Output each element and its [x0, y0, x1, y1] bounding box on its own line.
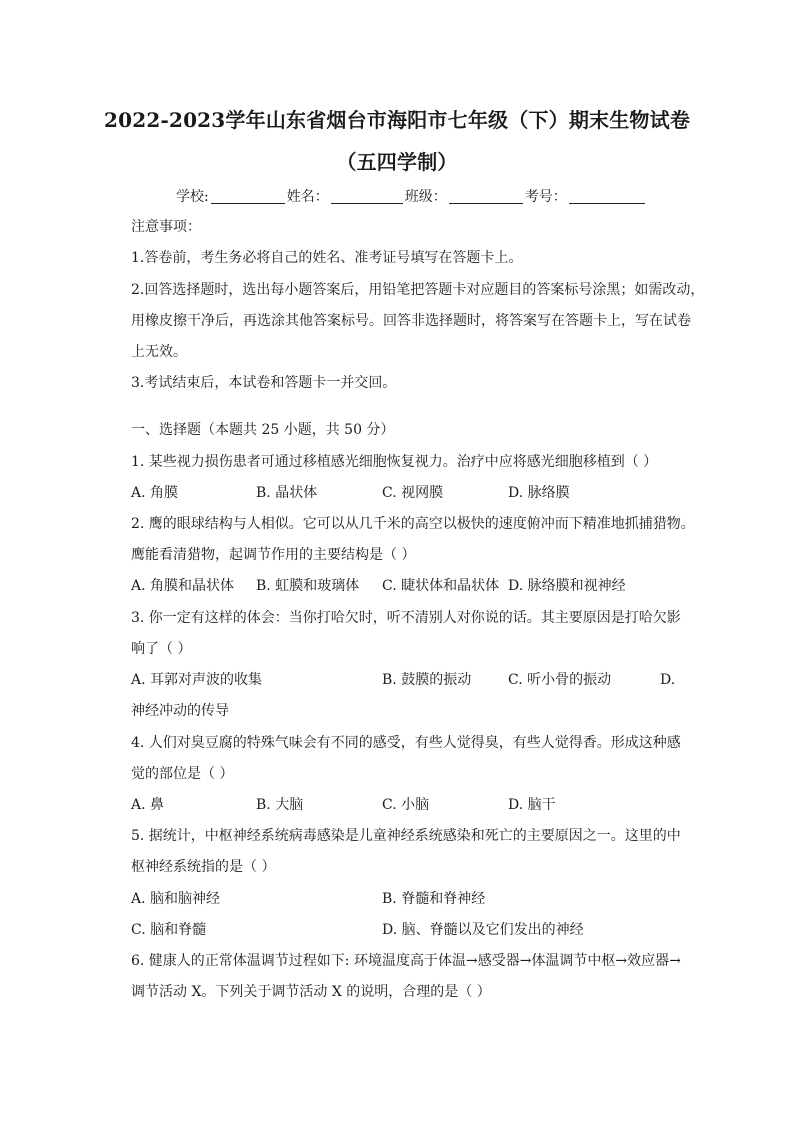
- exam-number-label: 考号：: [524, 189, 567, 205]
- question-3-options: [131, 670, 691, 690]
- notice-item-2-line-1: 2.回答选择题时，选出每小题答案后，用铅笔把答题卡对应题目的答案标号涂黑；如需改动，: [131, 282, 705, 298]
- option-a[interactable]: A. 角膜和晶状体: [131, 578, 235, 594]
- option-d[interactable]: D. 脑干: [508, 797, 556, 813]
- exam-subtitle: （五四学制）: [336, 150, 458, 174]
- option-b[interactable]: B. 虹膜和玻璃体: [256, 578, 360, 594]
- section-heading: 一、选择题（本题共 25 小题，共 50 分）: [131, 422, 395, 438]
- class-blank: [449, 189, 523, 204]
- question-4-options: [131, 795, 691, 815]
- question-3-stem-line-2: 响了（ ）: [131, 641, 192, 657]
- option-d[interactable]: D. 脑、脊髓以及它们发出的神经: [382, 922, 584, 938]
- option-c[interactable]: C. 脑和脊髓: [131, 922, 207, 938]
- option-c[interactable]: C. 睫状体和晶状体: [382, 578, 500, 594]
- school-blank: [211, 189, 285, 204]
- notice-heading: 注意事项：: [131, 219, 201, 235]
- question-3-stem-line-1: 3. 你一定有这样的体会：当你打哈欠时，听不清别人对你说的话。其主要原因是打哈欠影: [131, 610, 681, 626]
- question-6-stem-line-1: 6. 健康人的正常体温调节过程如下: 环境温度高于体温→感受器→体温调节中枢→效应器→: [131, 953, 681, 969]
- question-6-stem-line-2: 调节活动 X。下列关于调节活动 X 的说明，合理的是（ ）: [131, 984, 491, 1000]
- option-c[interactable]: C. 小脑: [382, 797, 430, 813]
- question-4-stem-line-2: 觉的部位是（ ）: [131, 766, 234, 782]
- option-a[interactable]: A. 鼻: [131, 797, 165, 813]
- school-label: 学校:: [176, 189, 209, 205]
- option-b[interactable]: B. 大脑: [256, 797, 304, 813]
- name-blank: [331, 189, 403, 204]
- question-3-option-d-text[interactable]: 神经冲动的传导: [131, 703, 229, 719]
- option-a[interactable]: A. 耳郭对声波的收集: [131, 672, 263, 688]
- option-c[interactable]: C. 视网膜: [382, 485, 444, 501]
- notice-item-1: 1.答卷前，考生务必将自己的姓名、准考证号填写在答题卡上。: [131, 250, 523, 266]
- question-5-options-row-2: [131, 920, 691, 940]
- option-b[interactable]: B. 晶状体: [256, 485, 318, 501]
- question-2-stem-line-2: 鹰能看清猎物，起调节作用的主要结构是（ ）: [131, 547, 416, 563]
- question-4-stem-line-1: 4. 人们对臭豆腐的特殊气味会有不同的感受，有些人觉得臭，有些人觉得香。形成这种感: [131, 735, 681, 751]
- option-b[interactable]: B. 鼓膜的振动: [382, 672, 472, 688]
- option-b[interactable]: B. 脊髓和脊神经: [382, 891, 486, 907]
- question-5-stem-line-1: 5. 据统计，中枢神经系统病毒感染是儿童神经系统感染和死亡的主要原因之一。这里的中: [131, 828, 681, 844]
- class-label: 班级：: [404, 189, 447, 205]
- notice-item-2-line-3: 上无效。: [131, 344, 187, 360]
- question-5-stem-line-2: 枢神经系统指的是（ ）: [131, 859, 276, 875]
- exam-title: 2022-2023学年山东省烟台市海阳市七年级（下）期末生物试卷: [103, 108, 691, 132]
- student-info-row: [176, 186, 647, 206]
- option-d[interactable]: D.: [660, 672, 676, 688]
- question-2-options: [131, 576, 691, 596]
- notice-item-3: 3.考试结束后，本试卷和答题卡一并交回。: [131, 375, 397, 391]
- question-5-options-row-1: [131, 889, 691, 909]
- option-d[interactable]: D. 脉络膜和视神经: [508, 578, 626, 594]
- question-1-stem: 1. 某些视力损伤患者可通过移植感光细胞恢复视力。治疗中应将感光细胞移植到（ ）: [131, 454, 658, 470]
- option-a[interactable]: A. 脑和脑神经: [131, 891, 221, 907]
- option-c[interactable]: C. 听小骨的振动: [508, 672, 612, 688]
- option-a[interactable]: A. 角膜: [131, 485, 179, 501]
- notice-item-2-line-2: 用橡皮擦干净后，再选涂其他答案标号。回答非选择题时，将答案写在答题卡上，写在试卷: [131, 313, 691, 329]
- question-1-options: [131, 483, 691, 503]
- question-2-stem-line-1: 2. 鹰的眼球结构与人相似。它可以从几千米的高空以极快的速度俯冲而下精准地抓捕猎物。: [131, 516, 695, 532]
- exam-number-blank: [569, 189, 645, 204]
- name-label: 姓名：: [286, 189, 329, 205]
- option-d[interactable]: D. 脉络膜: [508, 485, 570, 501]
